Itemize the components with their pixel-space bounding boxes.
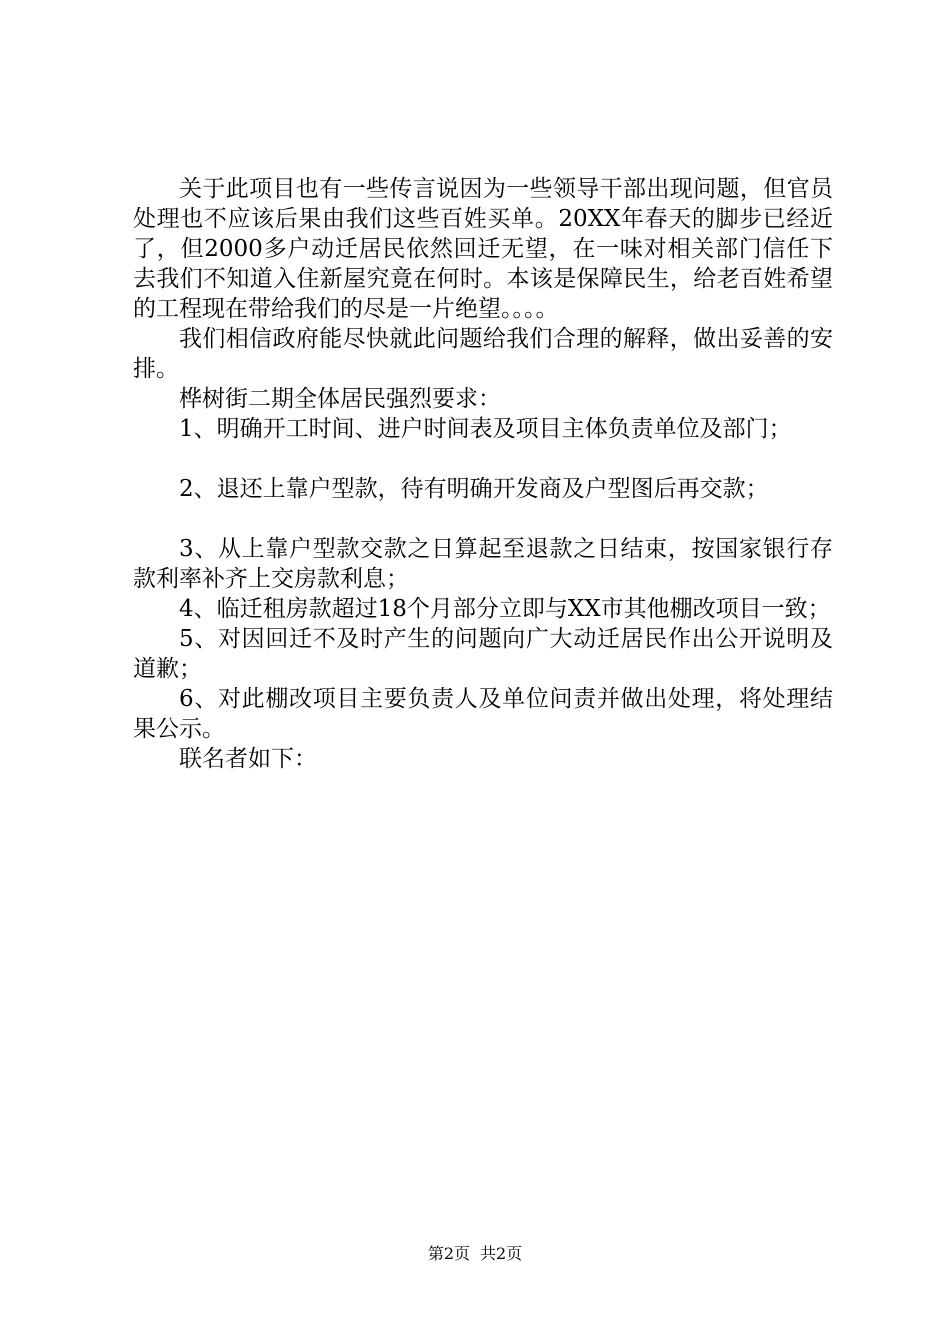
demand-item-2: 2、退还上靠户型款，待有明确开发商及户型图后再交款； [179,476,769,502]
signatories-heading: 联名者如下： [179,746,317,772]
demand-item-1: 1、明确开工时间、进户时间表及项目主体负责单位及部门； [179,416,792,442]
page-total: 共2页 [480,1244,523,1263]
page-footer [0,1244,950,1264]
page-number: 第2页 [427,1244,470,1263]
demand-item-3: 3、从上靠户型款交款之日算起至退款之日结束，按国家银行存款利率补齐上交房款利息； [133,536,833,592]
paragraph-trust-government: 我们相信政府能尽快就此问题给我们合理的解释，做出妥善的安排。 [133,326,833,382]
demand-item-4: 4、临迁租房款超过18个月部分立即与XX市其他棚改项目一致； [179,596,831,622]
demand-item-5: 5、对因回迁不及时产生的问题向广大动迁居民作出公开说明及道歉； [133,626,833,682]
paragraph-demands-intro: 桦树街二期全体居民强烈要求： [179,386,501,412]
document-body [133,174,833,774]
paragraph-rumor: 关于此项目也有一些传言说因为一些领导干部出现问题，但官员处理也不应该后果由我们这些百姓买单。20XX年春天的脚步已经近了，但2000多户动迁居民依然回迁无望，在一味对相关部门信任下去我们不知道入住新屋究竟在何时。本该是保障民生，给老百姓希望的工程现在带给我们的尽是一片绝望。。。。 [133,176,833,322]
demand-item-6: 6、对此棚改项目主要负责人及单位问责并做出处理，将处理结果公示。 [133,686,833,742]
